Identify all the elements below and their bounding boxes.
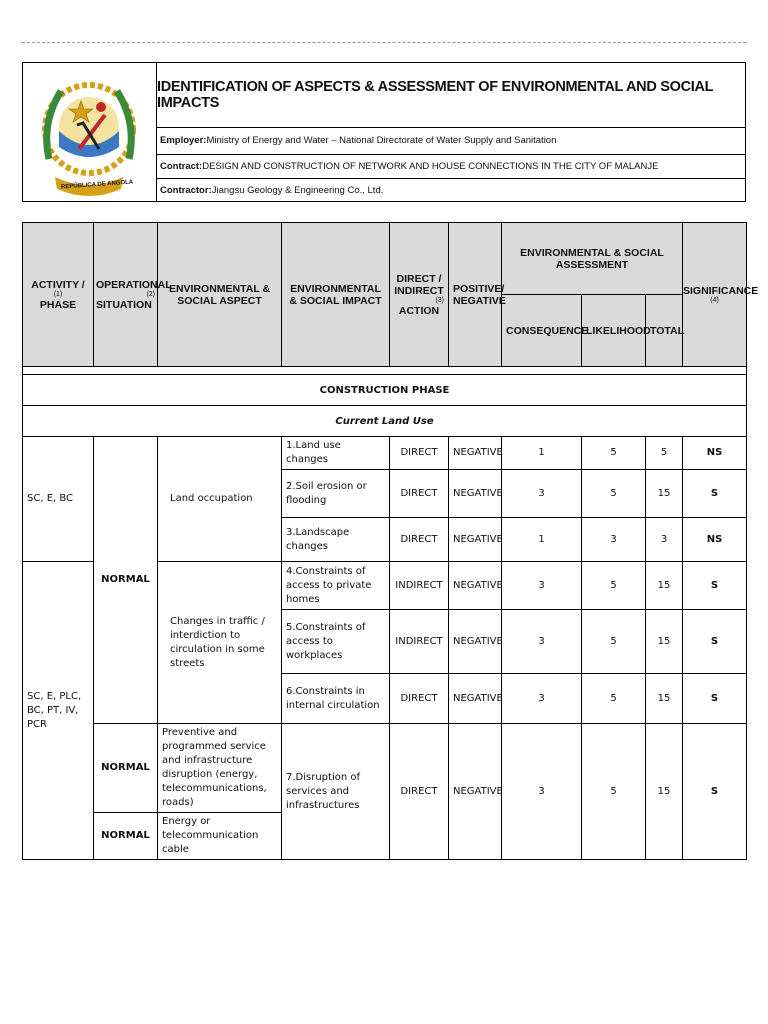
action-cell: INDIRECT (390, 610, 449, 674)
table-row (23, 724, 747, 813)
total-cell: 15 (646, 674, 683, 724)
total-cell: 15 (646, 470, 683, 518)
employer-label: Employer: (160, 135, 207, 146)
posneg-cell: NEGATIVE (449, 562, 502, 610)
col-header-assessment: ENVIRONMENTAL & SOCIAL ASSESSMENT (502, 223, 683, 295)
col-header-total: TOTAL (646, 295, 683, 367)
activity-cell: SC, E, PLC, BC, PT, IV, PCR (23, 562, 94, 860)
significance-cell: S (683, 470, 747, 518)
consequence-cell: 3 (502, 470, 582, 518)
col-header-consequence: CONSEQUENCE (502, 295, 582, 367)
likelihood-cell: 5 (582, 562, 646, 610)
subsection-label: Current Land Use (23, 406, 747, 437)
impact-cell: 3.Landscape changes (282, 518, 390, 562)
contractor-value: Jiangsu Geology & Engineering Co., Ltd. (211, 184, 384, 196)
col-header-significance: SIGNIFICANCE (4) (683, 223, 747, 367)
likelihood-cell: 5 (582, 724, 646, 860)
likelihood-cell: 3 (582, 518, 646, 562)
col-header-aspect: ENVIRONMENTAL & SOCIAL ASPECT (158, 223, 282, 367)
impact-cell: 6.Constraints in internal circulation (282, 674, 390, 724)
contract-value: DESIGN AND CONSTRUCTION OF NETWORK AND HOUSE CONNECTIONS IN THE CITY OF MALANJE (202, 160, 659, 172)
impact-cell: 7.Disruption of services and infrastructures (282, 724, 390, 860)
situation-cell: NORMAL (94, 724, 158, 813)
consequence-cell: 1 (502, 518, 582, 562)
logo-cell (23, 63, 157, 201)
logo-text: REPÚBLICA DE ANGOLA (60, 179, 134, 191)
aspect-cell: Energy or telecommunication cable (158, 813, 282, 860)
total-cell: 15 (646, 610, 683, 674)
significance-cell: S (683, 562, 747, 610)
consequence-cell: 3 (502, 610, 582, 674)
significance-cell: NS (683, 437, 747, 470)
impact-cell: 4.Constraints of access to private homes (282, 562, 390, 610)
total-cell: 5 (646, 437, 683, 470)
total-cell: 3 (646, 518, 683, 562)
likelihood-cell: 5 (582, 674, 646, 724)
posneg-cell: NEGATIVE (449, 437, 502, 470)
table-row (23, 437, 747, 470)
contract-label: Contract: (160, 160, 203, 172)
impact-cell: 5.Constraints of access to workplaces (282, 610, 390, 674)
employer-value: Ministry of Energy and Water – National Directorate of Water Supply and Sanitation (206, 135, 557, 146)
likelihood-cell: 5 (582, 470, 646, 518)
likelihood-cell: 5 (582, 437, 646, 470)
posneg-cell: NEGATIVE (449, 610, 502, 674)
total-cell: 15 (646, 562, 683, 610)
activity-cell: SC, E, BC (23, 437, 94, 562)
posneg-cell: NEGATIVE (449, 470, 502, 518)
situation-cell: NORMAL (94, 813, 158, 860)
consequence-cell: 3 (502, 724, 582, 860)
col-header-activity: ACTIVITY / (1) PHASE (23, 223, 94, 367)
page-border-top (22, 42, 746, 43)
consequence-cell: 1 (502, 437, 582, 470)
section-row (23, 375, 747, 406)
col-header-positive-negative: POSITIVE/ NEGATIVE (449, 223, 502, 367)
employer-row (157, 127, 745, 155)
col-header-impact: ENVIRONMENTAL & SOCIAL IMPACT (282, 223, 390, 367)
angola-coat-of-arms-icon (23, 63, 156, 201)
total-cell: 15 (646, 724, 683, 860)
posneg-cell: NEGATIVE (449, 674, 502, 724)
situation-cell: NORMAL (94, 437, 158, 724)
action-cell: DIRECT (390, 674, 449, 724)
impact-cell: 1.Land use changes (282, 437, 390, 470)
impact-cell: 2.Soil erosion or flooding (282, 470, 390, 518)
col-header-operational-situation: OPERATIONAL (2) SITUATION (94, 223, 158, 367)
contract-row (157, 154, 745, 179)
action-cell: DIRECT (390, 724, 449, 860)
significance-cell: S (683, 674, 747, 724)
significance-cell: S (683, 724, 747, 860)
likelihood-cell: 5 (582, 610, 646, 674)
significance-cell: NS (683, 518, 747, 562)
action-cell: DIRECT (390, 470, 449, 518)
action-cell: INDIRECT (390, 562, 449, 610)
consequence-cell: 3 (502, 562, 582, 610)
action-cell: DIRECT (390, 518, 449, 562)
consequence-cell: 3 (502, 674, 582, 724)
contractor-row (157, 178, 745, 202)
aspect-cell: Land occupation (158, 437, 282, 562)
aspect-cell: Changes in traffic / interdiction to circulation in some streets (158, 562, 282, 724)
contractor-label: Contractor: (160, 184, 212, 196)
significance-cell: S (683, 610, 747, 674)
posneg-cell: NEGATIVE (449, 518, 502, 562)
aspect-cell: Preventive and programmed service and infrastructure disruption (energy, telecommunications, roads) (158, 724, 282, 813)
section-phase-label: CONSTRUCTION PHASE (23, 375, 747, 406)
col-header-likelihood: LIKELIHOOD (582, 295, 646, 367)
page-title: IDENTIFICATION OF ASPECTS & ASSESSMENT OF ENVIRONMENTAL AND SOCIAL IMPACTS (157, 63, 745, 128)
posneg-cell: NEGATIVE (449, 724, 502, 860)
col-header-direct-indirect: DIRECT / INDIRECT (3) ACTION (390, 223, 449, 367)
action-cell: DIRECT (390, 437, 449, 470)
impact-assessment-table (22, 222, 759, 860)
document-header (22, 62, 746, 202)
subsection-row (23, 406, 747, 437)
